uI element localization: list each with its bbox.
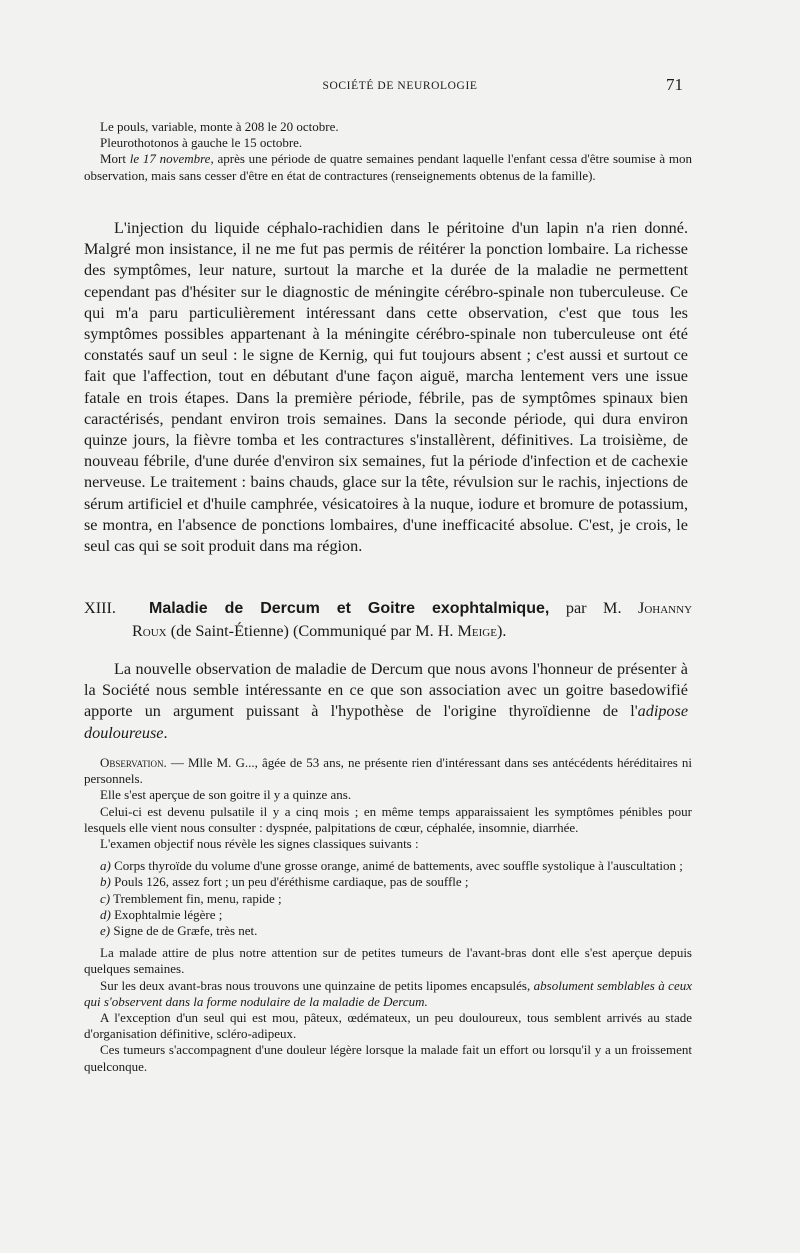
list-item: a) Corps thyroïde du volume d'une grosse orange, animé de battements, avec souffle systolique à l'auscultation ; — [100, 858, 683, 874]
observation-pain: Ces tumeurs s'accompagnent d'une douleur légère lorsque la malade fait un effort ou lorsqu'il y a un froissement quelconque. — [84, 1042, 692, 1074]
section-heading: XIII. Maladie de Dercum et Goitre exophtalmique, par M. Johanny Roux (de Saint-Étienne) (Communiqué par M. H. Meige). — [84, 599, 693, 640]
note-pulse: Le pouls, variable, monte à 208 le 20 octobre. — [100, 119, 339, 134]
observation-block — [84, 755, 692, 1075]
discussion-paragraph: L'injection du liquide céphalo-rachidien dans le péritoine d'un lapin n'a rien donné. Malgré mon insistance, il ne me fut pas permis de réitérer la ponction lombaire. La richesse des symptômes, leur nature, surtout la marche et la durée de la maladie ne permettent cependant pas d'hésiter sur le diagnostic de méningite cérébro-spinale non tuberculeuse. Ce qui m'a paru particulièrement intéressant dans cette observation, c'est que tous les symptômes possibles appartenant à la méningite cérébro-spinale non tuberculeuse ont été constatés sauf un seul : le signe de Kernig, qui fut toujours absent ; c'est aussi et surtout ce fait que l'affection, tout en débutant d'une façon aiguë, marcha lentement vers une issue fatale en trois étapes. Dans la première période, fébrile, pas de symptômes spinaux bien caractérisés, pendant environ trois semaines. Dans la seconde période, qui dura environ quinze jours, la fièvre tomba et les contractures s'installèrent, définitives. La troisième, de nouveau fébrile, d'une durée d'environ six semaines, fut la période d'infection et de cachexie nerveuse. Le traitement : bains chauds, glace sur la tête, révulsion sur le rachis, injections de sérum artificiel et d'huile camphrée, vésicatoires à la nuque, iodure et bromure de potassium, se montra, en l'absence de ponctions lombaires, d'une inefficacité absolue. C'est, je crois, le seul cas qui se soit produit dans ma région. — [84, 219, 688, 556]
observation-intro: Observation. — Mlle M. G..., âgée de 53 ans, ne présente rien d'intéressant dans ses antécédents héréditaires ni personnels. — [84, 755, 692, 787]
observation-exam: L'examen objectif nous révèle les signes classiques suivants : — [100, 836, 419, 852]
section-numeral: XIII. — [84, 599, 116, 617]
death-date: le 17 novembre — [129, 151, 211, 167]
observation-lipomas: Sur les deux avant-bras nous trouvons une quinzaine de petits lipomes encapsulés, absolument semblables à ceux qui s'observent dans la forme nodulaire de la maladie de Dercum. — [84, 977, 692, 1009]
observation-exception: A l'exception d'un seul qui est mou, pâteux, œdémateux, un peu douloureux, tous semblent arrivés au stade d'organisation définitive, scléro-adipeux. — [84, 1010, 692, 1042]
intro-paragraph: La nouvelle observation de maladie de Dercum que nous avons l'honneur de présenter à la Société nous semble intéressante en ce que son association avec un goitre basedowifié apporte un argument puissant à l'hypothèse de l'origine thyroïdienne de l'adipose douloureuse. — [84, 660, 688, 742]
observation-tumours: La malade attire de plus notre attention sur de petites tumeurs de l'avant-bras dont elle s'est aperçue depuis quelques semaines. — [84, 945, 692, 977]
lipoma-emphasis: absolument semblables à ceux qui s'observent dans la forme nodulaire de la maladie de Dercum. — [84, 977, 692, 1009]
observation-symptoms: Celui-ci est devenu pulsatile il y a cinq mois ; en même temps apparaissaient les symptômes pénibles pour lesquels elle vient nous consulter : dyspnée, palpitations de cœur, céphalée, insomnie, diarrhée. — [84, 803, 692, 835]
running-head: SOCIÉTÉ DE NEUROLOGIE — [322, 80, 478, 92]
list-item: e) Signe de de Græfe, très net. — [100, 923, 258, 939]
section-title: Maladie de Dercum et Goitre exophtalmique, — [149, 600, 550, 617]
note-death: Mort le 17 novembre, après une période de quatre semaines pendant laquelle l'enfant cessa d'être soumise à mon observation, mais sans cesser d'être en état de contractures (renseignements obtenus de la famille). — [84, 151, 692, 183]
note-pleurothotonos: Pleurothotonos à gauche le 15 octobre. — [100, 135, 303, 151]
communicant-name: Meige — [457, 622, 497, 640]
list-item: b) Pouls 126, assez fort ; un peu d'éréthisme cardiaque, pas de souffle ; — [100, 874, 469, 890]
page-number: 71 — [666, 75, 683, 94]
list-item: c) Tremblement fin, menu, rapide ; — [100, 890, 282, 906]
author-first-name: Johanny — [638, 599, 693, 617]
clinical-notes — [84, 119, 692, 184]
observation-label: Observation. — [100, 755, 167, 770]
observation-goitre: Elle s'est aperçue de son goitre il y a quinze ans. — [100, 787, 352, 803]
intro-emphasis: adipose douloureuse — [84, 702, 688, 742]
author-last-name: Roux — [132, 622, 167, 640]
list-item: d) Exophtalmie légère ; — [100, 906, 223, 922]
